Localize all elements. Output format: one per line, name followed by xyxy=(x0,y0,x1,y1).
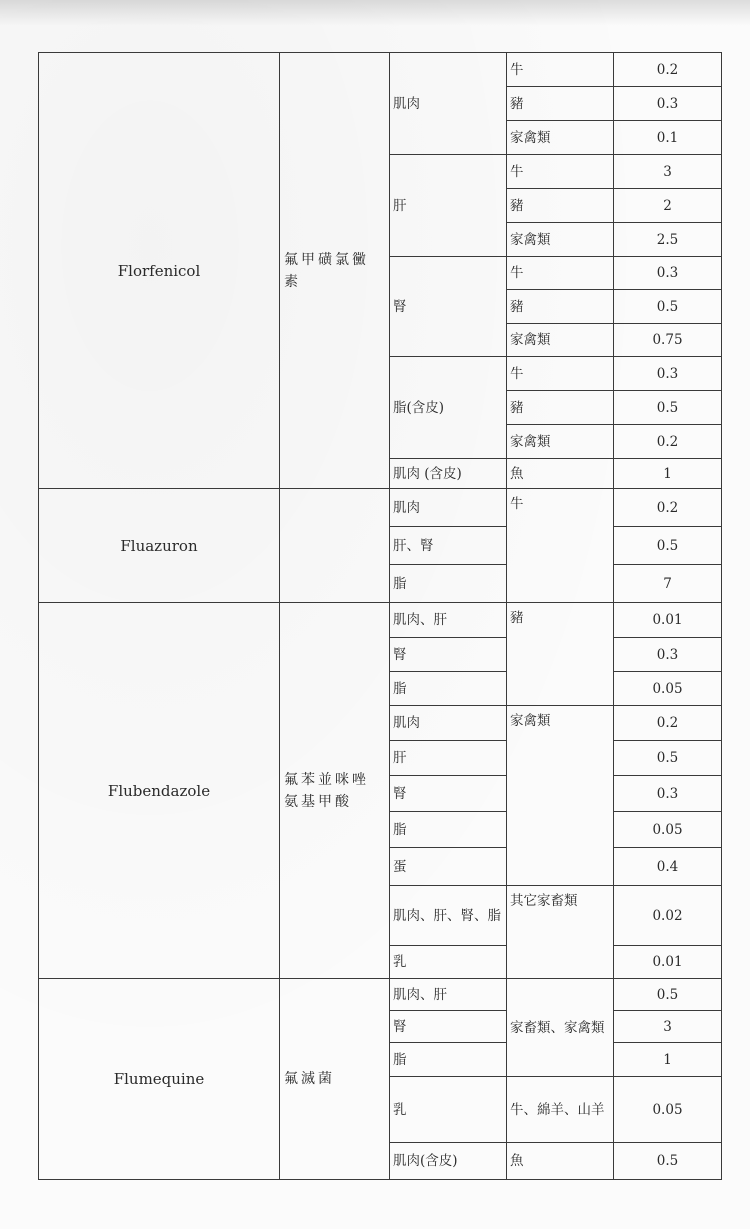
species-cell: 牛 xyxy=(506,154,613,188)
mrl-value: 1 xyxy=(613,1042,722,1076)
mrl-value: 0.5 xyxy=(613,740,722,775)
tissue-cell: 肝、腎 xyxy=(389,526,506,564)
mrl-value: 0.5 xyxy=(613,526,722,564)
species-cell: 牛 xyxy=(506,256,613,289)
mrl-value: 0.5 xyxy=(613,289,722,323)
drug-name-cn: 氟甲磺氯黴素 xyxy=(279,52,389,488)
mrl-value: 0.2 xyxy=(613,424,722,458)
tissue-cell: 肌肉 xyxy=(389,705,506,740)
mrl-value: 0.02 xyxy=(613,885,722,945)
drug-name-en: Flubendazole xyxy=(38,602,279,978)
mrl-value: 0.01 xyxy=(613,602,722,637)
mrl-value: 0.05 xyxy=(613,671,722,705)
drug-name-en: Fluazuron xyxy=(38,488,279,602)
mrl-value: 0.3 xyxy=(613,256,722,289)
mrl-value: 2 xyxy=(613,188,722,222)
species-cell: 豬 xyxy=(506,289,613,323)
mrl-value: 0.4 xyxy=(613,847,722,885)
drug-name-cn: 氟滅菌 xyxy=(279,978,389,1180)
mrl-value: 0.5 xyxy=(613,978,722,1010)
tissue-cell: 蛋 xyxy=(389,847,506,885)
species-cell: 豬 xyxy=(506,602,613,705)
tissue-cell: 脂 xyxy=(389,811,506,847)
mrl-value: 0.05 xyxy=(613,1076,722,1142)
tissue-cell: 脂(含皮) xyxy=(389,356,506,458)
tissue-cell: 肌肉、肝 xyxy=(389,602,506,637)
species-cell: 魚 xyxy=(506,458,613,488)
mrl-value: 7 xyxy=(613,564,722,602)
tissue-cell: 肌肉、肝、腎、脂 xyxy=(389,885,506,945)
mrl-value: 0.2 xyxy=(613,52,722,86)
tissue-cell: 肌肉 xyxy=(389,488,506,526)
species-cell: 家禽類 xyxy=(506,120,613,154)
mrl-value: 0.5 xyxy=(613,390,722,424)
species-cell: 家禽類 xyxy=(506,323,613,356)
species-cell: 魚 xyxy=(506,1142,613,1180)
tissue-cell: 脂 xyxy=(389,671,506,705)
tissue-cell: 腎 xyxy=(389,775,506,811)
residue-limit-table xyxy=(38,52,722,1180)
species-cell: 家畜類、家禽類 xyxy=(506,978,613,1076)
mrl-value: 0.01 xyxy=(613,945,722,978)
mrl-value: 0.2 xyxy=(613,705,722,740)
species-cell: 牛 xyxy=(506,488,613,602)
tissue-cell: 脂 xyxy=(389,1042,506,1076)
drug-name-cn: 氟苯並咪唑氨基甲酸 xyxy=(279,602,389,978)
tissue-cell: 乳 xyxy=(389,1076,506,1142)
mrl-value: 0.2 xyxy=(613,488,722,526)
mrl-value: 3 xyxy=(613,154,722,188)
drug-name-en: Florfenicol xyxy=(38,52,279,488)
species-cell: 豬 xyxy=(506,188,613,222)
tissue-cell: 肌肉、肝 xyxy=(389,978,506,1010)
mrl-value: 0.3 xyxy=(613,86,722,120)
tissue-cell: 肌肉(含皮) xyxy=(389,1142,506,1180)
species-cell: 豬 xyxy=(506,390,613,424)
mrl-value: 0.3 xyxy=(613,356,722,390)
tissue-cell: 肌肉 xyxy=(389,52,506,154)
mrl-value: 0.3 xyxy=(613,775,722,811)
mrl-value: 2.5 xyxy=(613,222,722,256)
mrl-value: 0.3 xyxy=(613,637,722,671)
tissue-cell: 乳 xyxy=(389,945,506,978)
tissue-cell: 肝 xyxy=(389,154,506,256)
tissue-cell: 肝 xyxy=(389,740,506,775)
tissue-cell: 腎 xyxy=(389,256,506,356)
species-cell: 其它家畜類 xyxy=(506,885,613,978)
tissue-cell: 脂 xyxy=(389,564,506,602)
drug-name-en: Flumequine xyxy=(38,978,279,1180)
species-cell: 豬 xyxy=(506,86,613,120)
tissue-cell: 腎 xyxy=(389,1010,506,1042)
mrl-value: 1 xyxy=(613,458,722,488)
tissue-cell: 肌肉 (含皮) xyxy=(389,458,506,488)
mrl-value: 0.05 xyxy=(613,811,722,847)
mrl-value: 0.1 xyxy=(613,120,722,154)
species-cell: 家禽類 xyxy=(506,705,613,885)
species-cell: 家禽類 xyxy=(506,222,613,256)
species-cell: 家禽類 xyxy=(506,424,613,458)
species-cell: 牛、綿羊、山羊 xyxy=(506,1076,613,1142)
species-cell: 牛 xyxy=(506,52,613,86)
mrl-value: 0.75 xyxy=(613,323,722,356)
tissue-cell: 腎 xyxy=(389,637,506,671)
drug-name-cn xyxy=(279,488,389,602)
species-cell: 牛 xyxy=(506,356,613,390)
mrl-value: 3 xyxy=(613,1010,722,1042)
mrl-value: 0.5 xyxy=(613,1142,722,1180)
